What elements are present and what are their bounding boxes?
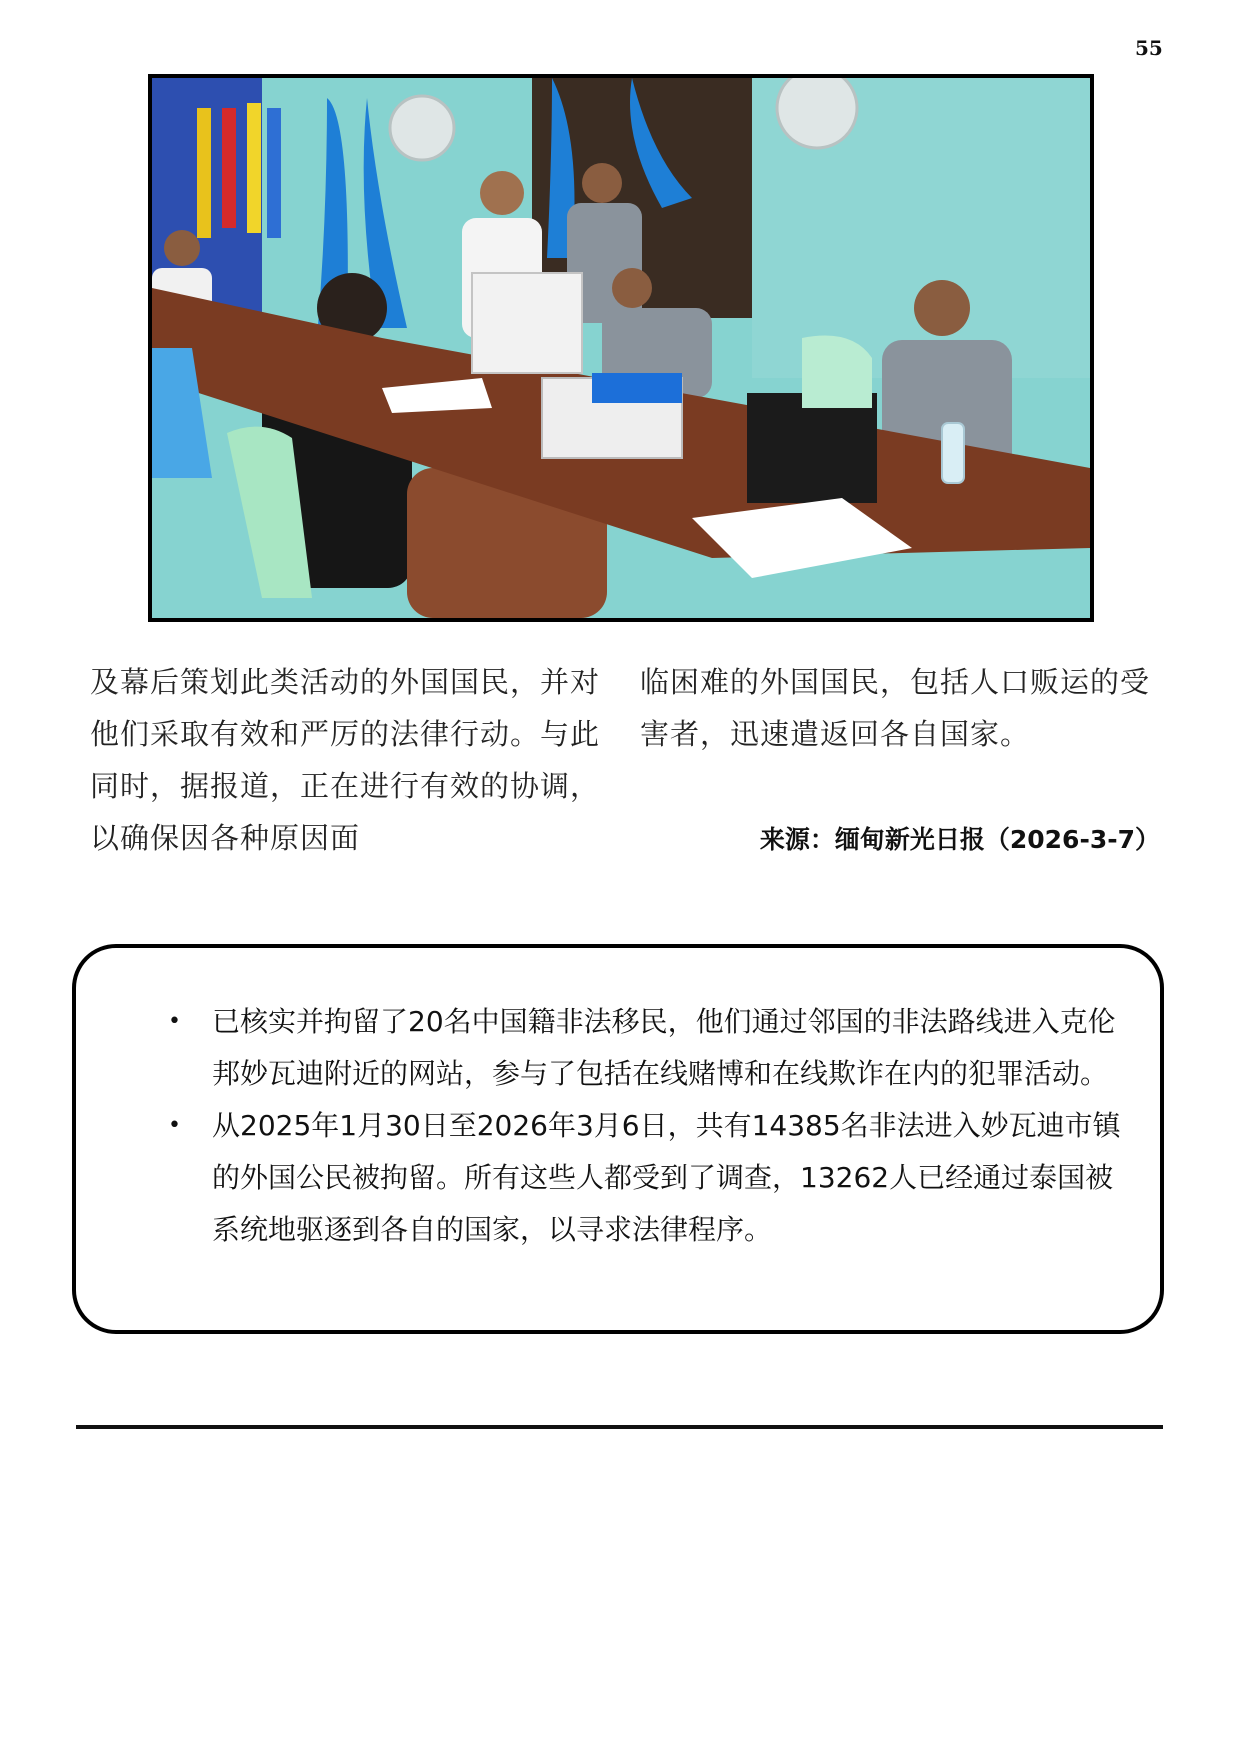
article-left-column: 及幕后策划此类活动的外国国民，并对他们采取有效和严厉的法律行动。与此同时，据报道，正在进行有效的协调，以确保因各种原因面 [90,665,601,855]
page-number: 55 [1135,36,1163,60]
source-credit: 来源：缅甸新光日报（2026-3-7） [759,825,1160,854]
summary-item [126,1100,1134,1256]
summary-item-text: 从2025年1月30日至2026年3月6日，共有14385名非法进入妙瓦迪市镇的外国公民被拘留。所有这些人都受到了调查，13262人已经通过泰国被系统地驱逐到各自的国家，以寻求法律程序。 [212,1109,1121,1246]
horizontal-divider [76,1425,1163,1429]
news-photo [148,74,1094,622]
summary-item [126,996,1134,1100]
summary-list [76,948,1160,1256]
bullet-icon: • [168,1113,181,1138]
summary-box [72,944,1164,1334]
bullet-icon: • [168,1009,181,1034]
summary-item-text: 已核实并拘留了20名中国籍非法移民，他们通过邻国的非法路线进入克伦邦妙瓦迪附近的网站，参与了包括在线赌博和在线欺诈在内的犯罪活动。 [212,1005,1116,1090]
article-right-column: 临困难的外国国民，包括人口贩运的受害者，迅速遣返回各自国家。 [640,665,1151,751]
